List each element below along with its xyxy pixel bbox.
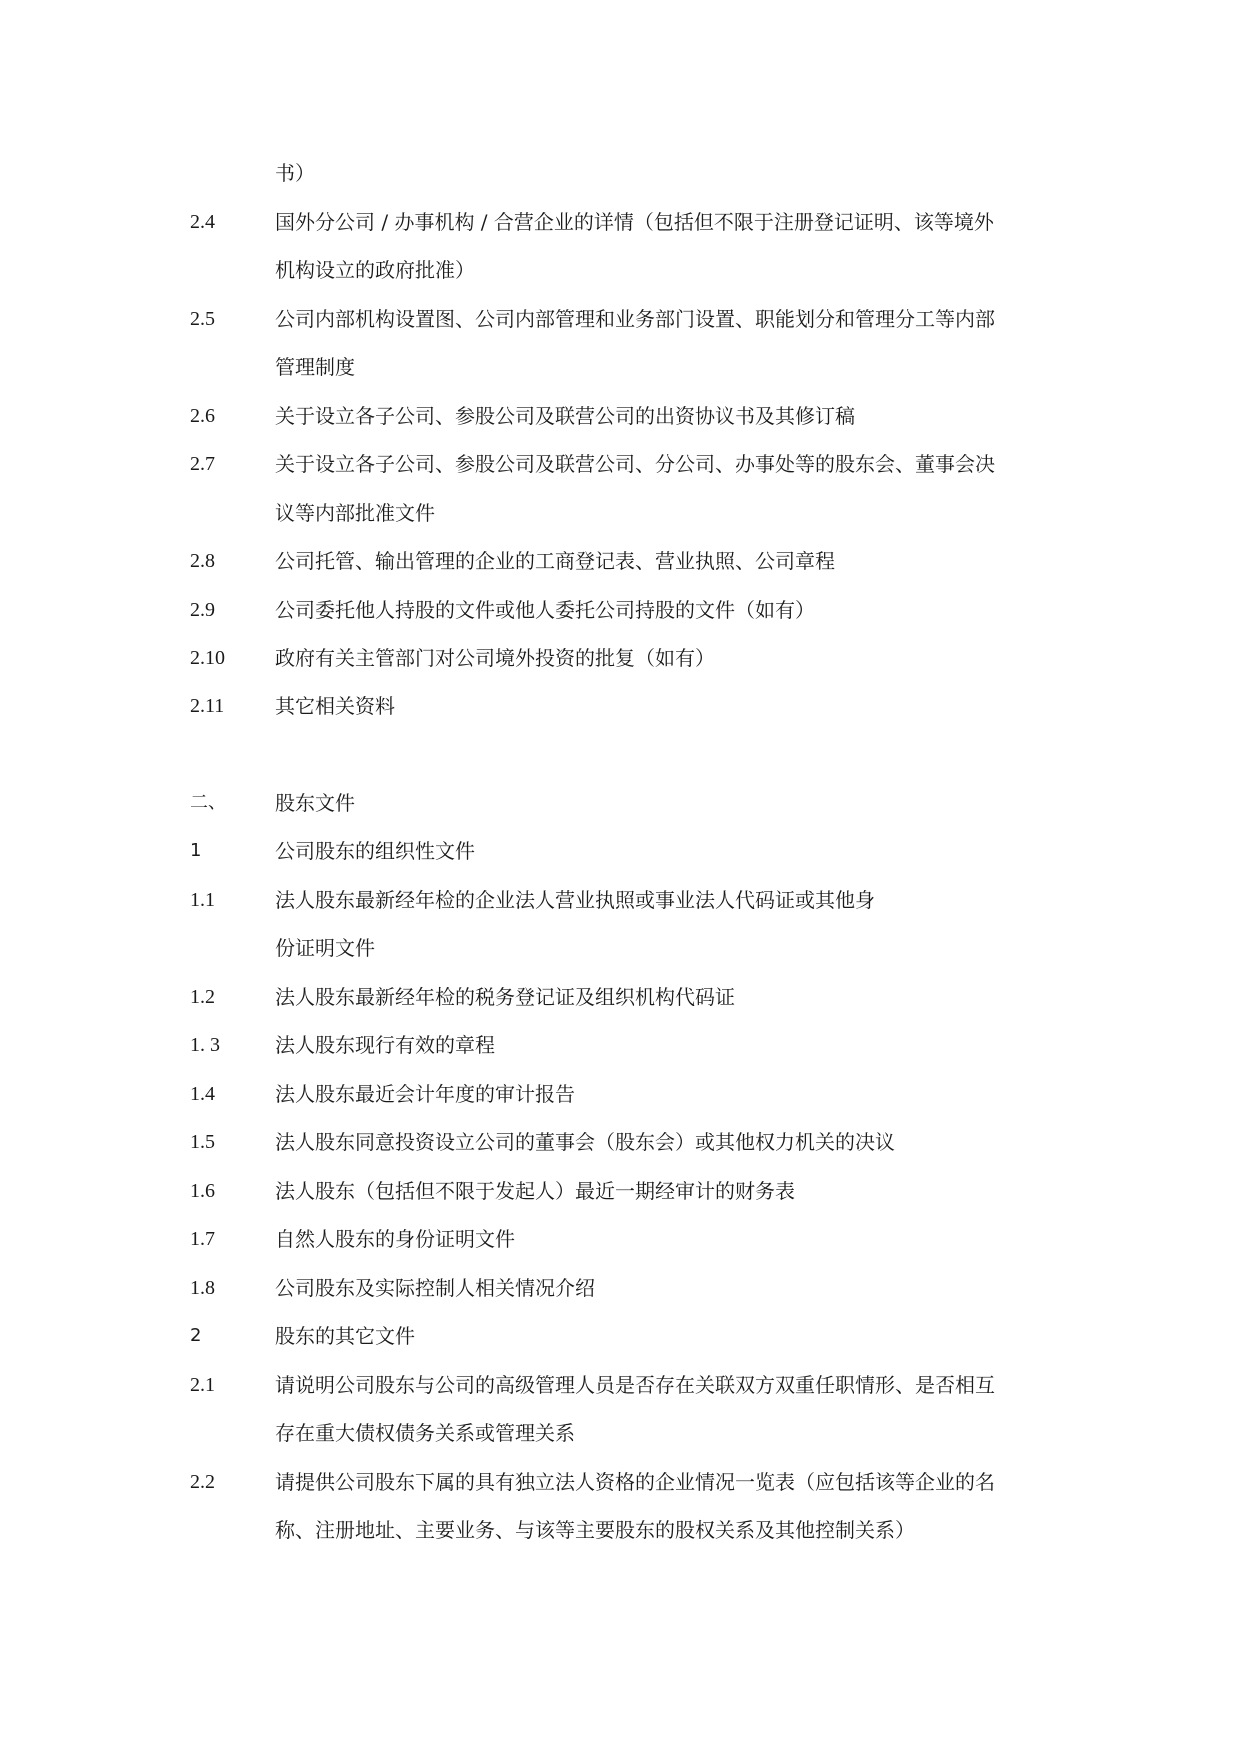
- item-text: 公司委托他人持股的文件或他人委托公司持股的文件（如有）: [275, 598, 815, 622]
- item-text: 法人股东同意投资设立公司的董事会（股东会）或其他权力机关的决议: [275, 1130, 895, 1154]
- list-item: [0, 1268, 1241, 1308]
- list-item: [0, 977, 1241, 1017]
- item-number: 2.10: [190, 647, 225, 669]
- item-number: 2: [190, 1325, 202, 1346]
- item-text: 国外分公司 / 办事机构 / 合营企业的详情（包括但不限于注册登记证明、该等境外: [275, 210, 994, 234]
- list-item: [0, 880, 1241, 920]
- item-text: 关于设立各子公司、参股公司及联营公司、分公司、办事处等的股东会、董事会决: [275, 452, 995, 476]
- list-item: [0, 928, 1241, 968]
- item-number: 2.7: [190, 453, 215, 475]
- item-number: 1.1: [190, 889, 215, 911]
- item-text: 股东的其它文件: [275, 1324, 415, 1348]
- section-title: 股东文件: [275, 791, 355, 815]
- list-item: [0, 299, 1241, 339]
- item-number: 2.4: [190, 211, 215, 233]
- item-text: 法人股东最近会计年度的审计报告: [275, 1082, 575, 1106]
- item-text: 机构设立的政府批准）: [275, 258, 475, 282]
- item-number: 1.8: [190, 1277, 215, 1299]
- list-item: [0, 1074, 1241, 1114]
- item-text: 法人股东最新经年检的税务登记证及组织机构代码证: [275, 985, 735, 1009]
- item-number: 1: [190, 840, 202, 861]
- subsection-heading: [0, 1316, 1241, 1356]
- item-text: 自然人股东的身份证明文件: [275, 1227, 515, 1251]
- item-text: 请提供公司股东下属的具有独立法人资格的企业情况一览表（应包括该等企业的名: [275, 1470, 995, 1494]
- list-item: [0, 590, 1241, 630]
- section-heading: [0, 783, 1241, 823]
- item-text: 其它相关资料: [275, 694, 395, 718]
- item-number: 2.5: [190, 308, 215, 330]
- item-text: 议等内部批准文件: [275, 501, 435, 525]
- list-item: [0, 1171, 1241, 1211]
- item-number: 1. 3: [190, 1034, 220, 1056]
- item-text: 公司股东的组织性文件: [275, 839, 475, 863]
- item-text: 法人股东现行有效的章程: [275, 1033, 495, 1057]
- list-item: [0, 1510, 1241, 1550]
- item-number: 2.8: [190, 550, 215, 572]
- list-item: [0, 444, 1241, 484]
- list-item: [0, 541, 1241, 581]
- list-item: [0, 1219, 1241, 1259]
- item-number: 2.6: [190, 405, 215, 427]
- item-number: 2.11: [190, 695, 225, 717]
- item-text: 公司内部机构设置图、公司内部管理和业务部门设置、职能划分和管理分工等内部: [275, 307, 995, 331]
- item-text: 关于设立各子公司、参股公司及联营公司的出资协议书及其修订稿: [275, 404, 855, 428]
- item-number: 1.5: [190, 1131, 215, 1153]
- list-item: [0, 153, 1241, 193]
- item-number: 1.2: [190, 986, 215, 1008]
- item-text: 份证明文件: [275, 936, 375, 960]
- list-item: [0, 396, 1241, 436]
- list-item: [0, 638, 1241, 678]
- item-number: 2.9: [190, 599, 215, 621]
- item-number: 1.4: [190, 1083, 215, 1105]
- item-text: 公司托管、输出管理的企业的工商登记表、营业执照、公司章程: [275, 549, 835, 573]
- item-number: 2.2: [190, 1471, 215, 1493]
- list-item: [0, 686, 1241, 726]
- item-text: 请说明公司股东与公司的高级管理人员是否存在关联双方双重任职情形、是否相互: [275, 1373, 995, 1397]
- list-item: [0, 347, 1241, 387]
- item-text: 公司股东及实际控制人相关情况介绍: [275, 1276, 595, 1300]
- item-text: 法人股东最新经年检的企业法人营业执照或事业法人代码证或其他身: [275, 888, 875, 912]
- item-number: 2.1: [190, 1374, 215, 1396]
- item-text: 存在重大债权债务关系或管理关系: [275, 1421, 575, 1445]
- item-text: 书）: [275, 161, 315, 185]
- list-item: [0, 493, 1241, 533]
- list-item: [0, 1122, 1241, 1162]
- item-number: 1.6: [190, 1180, 215, 1202]
- list-item: [0, 202, 1241, 242]
- item-number: 1.7: [190, 1228, 215, 1250]
- subsection-heading: [0, 831, 1241, 871]
- list-item: [0, 1365, 1241, 1405]
- section-number: 二、: [190, 792, 226, 813]
- list-item: [0, 1413, 1241, 1453]
- item-text: 政府有关主管部门对公司境外投资的批复（如有）: [275, 646, 715, 670]
- list-item: [0, 250, 1241, 290]
- item-text: 法人股东（包括但不限于发起人）最近一期经审计的财务表: [275, 1179, 795, 1203]
- list-item: [0, 1025, 1241, 1065]
- item-text: 称、注册地址、主要业务、与该等主要股东的股权关系及其他控制关系）: [275, 1518, 915, 1542]
- list-item: [0, 1462, 1241, 1502]
- item-text: 管理制度: [275, 355, 355, 379]
